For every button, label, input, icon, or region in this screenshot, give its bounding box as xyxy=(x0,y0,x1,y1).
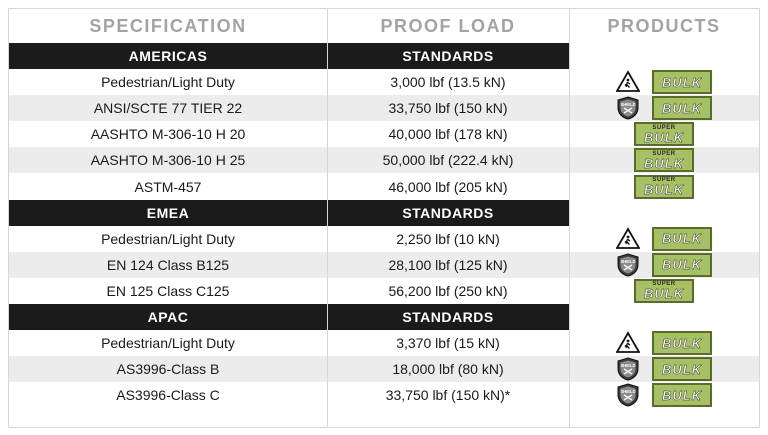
proof-load-cell: 3,000 lbf (13.5 kN) xyxy=(390,74,506,91)
bulk-label: BULK xyxy=(643,155,685,171)
proof-load-cell: 18,000 lbf (80 kN) xyxy=(392,361,504,378)
spec-cell: AS3996-Class B xyxy=(116,361,220,378)
pedestrian-icon xyxy=(616,70,640,94)
products-cell xyxy=(569,95,759,121)
spec-cell: AASHTO M-306-10 H 20 xyxy=(90,126,246,143)
table-row xyxy=(9,356,759,382)
shield-icon-label: SHIELD xyxy=(620,102,636,108)
bulk-logo xyxy=(652,227,712,251)
bulk-label: BULK xyxy=(643,129,685,145)
products-cell xyxy=(569,382,759,408)
products-cell xyxy=(569,121,759,147)
bulk-logo xyxy=(652,253,712,277)
standards-label: STANDARDS xyxy=(402,204,494,221)
spec-cell: Pedestrian/Light Duty xyxy=(101,335,235,352)
super-label: SUPER xyxy=(652,281,676,288)
bulk-logo xyxy=(652,357,712,381)
table-row xyxy=(9,226,759,252)
region-products-cell xyxy=(569,200,759,226)
bulk-label: BULK xyxy=(643,182,685,198)
products-cell xyxy=(569,278,759,304)
super-label: SUPER xyxy=(652,124,676,131)
bulk-label: BULK xyxy=(661,231,703,247)
shield-icon-label: SHIELD xyxy=(620,389,636,395)
spec-cell: EN 124 Class B125 xyxy=(106,256,230,273)
bulk-label: BULK xyxy=(661,100,703,116)
shield-icon xyxy=(616,383,640,407)
spec-cell: ASTM-457 xyxy=(134,178,202,195)
bulk-label: BULK xyxy=(661,387,703,403)
bulk-label: BULK xyxy=(661,257,703,273)
spec-table xyxy=(8,8,760,428)
shield-icon-label: SHIELD xyxy=(620,258,636,264)
bulk-logo xyxy=(652,331,712,355)
table-row xyxy=(9,382,759,408)
header-proof-load: PROOF LOAD xyxy=(380,15,516,36)
spec-cell: AS3996-Class C xyxy=(116,387,220,404)
table-row xyxy=(9,95,759,121)
table-row xyxy=(9,330,759,356)
spec-cell: ANSI/SCTE 77 TIER 22 xyxy=(93,100,243,117)
region-name: AMERICAS xyxy=(128,48,208,65)
proof-load-cell: 40,000 lbf (178 kN) xyxy=(388,126,508,143)
bulk-label: BULK xyxy=(661,361,703,377)
proof-load-cell: 50,000 lbf (222.4 kN) xyxy=(382,152,514,169)
products-cell xyxy=(569,174,759,200)
spec-cell: Pedestrian/Light Duty xyxy=(101,74,235,91)
super-bulk-logo xyxy=(634,122,694,146)
pedestrian-icon xyxy=(616,331,640,355)
bulk-logo xyxy=(652,96,712,120)
proof-load-cell: 46,000 lbf (205 kN) xyxy=(388,178,508,195)
column-divider xyxy=(569,9,570,427)
bulk-label: BULK xyxy=(661,74,703,90)
super-bulk-logo xyxy=(634,279,694,303)
region-products-cell xyxy=(569,304,759,330)
bulk-label: BULK xyxy=(661,335,703,351)
shield-icon xyxy=(616,357,640,381)
bulk-label: BULK xyxy=(643,286,685,302)
region-name: APAC xyxy=(147,309,189,326)
products-cell xyxy=(569,69,759,95)
spec-cell: EN 125 Class C125 xyxy=(106,282,230,299)
proof-load-cell: 2,250 lbf (10 kN) xyxy=(396,230,500,247)
region-name: EMEA xyxy=(146,204,190,221)
header-specification: SPECIFICATION xyxy=(89,15,247,36)
super-bulk-logo xyxy=(634,148,694,172)
super-label: SUPER xyxy=(652,150,676,157)
products-cell xyxy=(569,252,759,278)
products-cell xyxy=(569,147,759,173)
proof-load-cell: 3,370 lbf (15 kN) xyxy=(396,335,500,352)
header-products: PRODUCTS xyxy=(607,15,721,36)
super-bulk-logo xyxy=(634,175,694,199)
standards-label: STANDARDS xyxy=(402,48,494,65)
shield-icon-label: SHIELD xyxy=(620,363,636,369)
pedestrian-icon xyxy=(616,227,640,251)
spec-cell: AASHTO M-306-10 H 25 xyxy=(90,152,246,169)
region-header-row xyxy=(9,43,759,69)
bulk-logo xyxy=(652,70,712,94)
proof-load-cell: 28,100 lbf (125 kN) xyxy=(388,256,508,273)
region-header-row xyxy=(9,304,759,330)
super-label: SUPER xyxy=(652,177,676,184)
column-divider xyxy=(327,9,328,427)
proof-load-cell: 33,750 lbf (150 kN) xyxy=(388,100,508,117)
standards-label: STANDARDS xyxy=(402,309,494,326)
shield-icon xyxy=(616,96,640,120)
bulk-logo xyxy=(652,383,712,407)
spec-cell: Pedestrian/Light Duty xyxy=(101,230,235,247)
proof-load-cell: 56,200 lbf (250 kN) xyxy=(388,282,508,299)
region-products-cell xyxy=(569,43,759,69)
table-row xyxy=(9,69,759,95)
table-row xyxy=(9,121,759,147)
shield-icon xyxy=(616,253,640,277)
products-cell xyxy=(569,226,759,252)
region-header-row xyxy=(9,200,759,226)
products-cell xyxy=(569,356,759,382)
products-cell xyxy=(569,330,759,356)
table-row xyxy=(9,252,759,278)
table-row xyxy=(9,174,759,200)
proof-load-cell: 33,750 lbf (150 kN)* xyxy=(385,387,511,404)
table-row xyxy=(9,147,759,173)
table-row xyxy=(9,278,759,304)
